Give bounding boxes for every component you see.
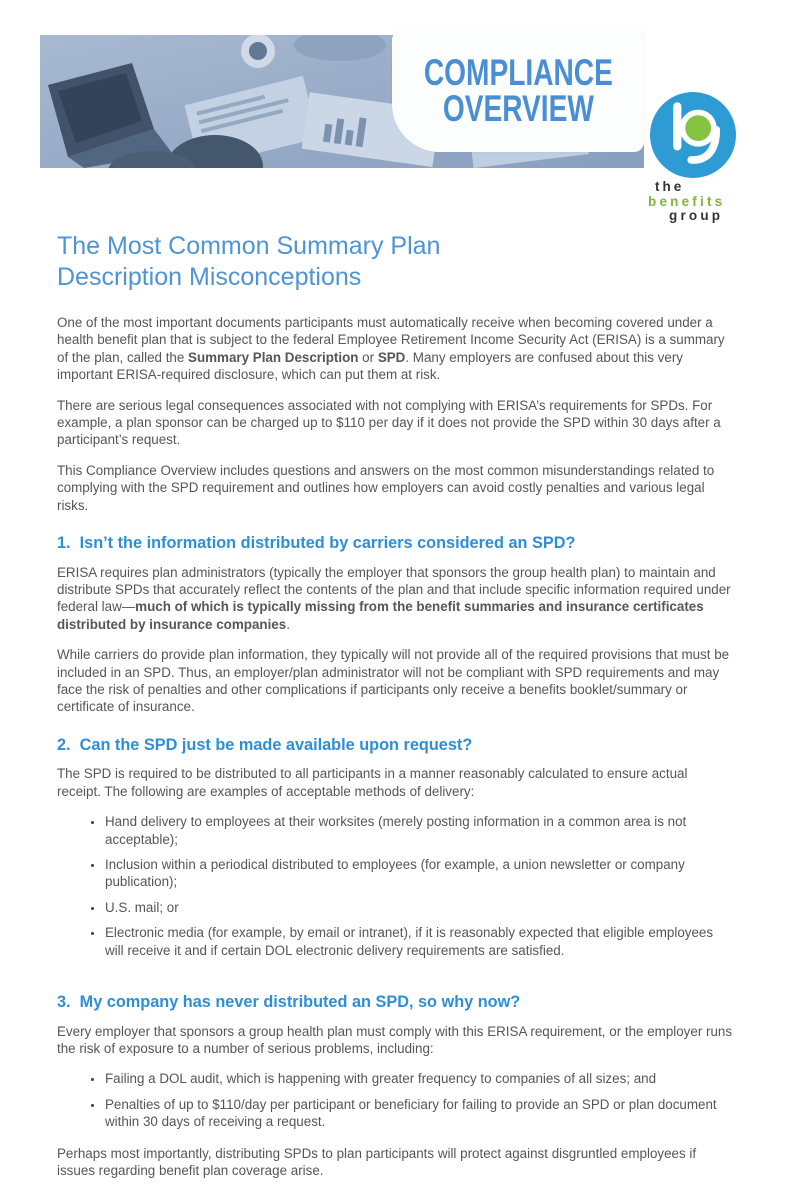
bg-logo-icon xyxy=(650,92,736,178)
paragraph: This Compliance Overview includes questions and answers on the most common misunderstandings related to complying with the SPD requirement and outlines how employers can avoid costly penalties and various legal risks. xyxy=(57,462,715,513)
page-title-line-2: Description Misconceptions xyxy=(57,263,362,291)
paragraph: Every employer that sponsors a group health plan must comply with this ERISA requirement, or the employer runs the risk of exposure to a number of serious problems, including: xyxy=(57,1023,733,1057)
logo-word-group: group xyxy=(669,208,724,223)
paragraph: Perhaps most importantly, distributing SPDs to plan participants will protect against disgruntled employees if issues regarding benefit plan coverage arise. xyxy=(57,1145,697,1179)
section-heading: 2. Can the SPD just be made available upon request? xyxy=(57,735,473,754)
page-title xyxy=(57,231,733,293)
list-item: • Failing a DOL audit, which is happening with greater frequency to companies of all sizes; and xyxy=(104,1070,733,1087)
list-item: • Penalties of up to $110/day per participant or beneficiary for failing to provide an SPD or plan document within 30 days of receiving a request. xyxy=(104,1096,733,1131)
list-item: • Hand delivery to employees at their worksites (merely posting information in a common area is not acceptable); xyxy=(104,813,733,848)
paragraph: The SPD is required to be distributed to all participants in a manner reasonably calculated to ensure actual receipt. The following are examples of acceptable methods of delivery: xyxy=(57,766,688,799)
list-item: • Electronic media (for example, by email or intranet), if it is reasonably expected that eligible employees will receive it and if certain DOL electronic delivery requirements are satisfied. xyxy=(104,924,733,959)
paragraph: ERISA requires plan administrators (typically the employer that sponsors the group health plan) to maintain and distribute SPDs that accurately reflect the contents of the plan and that include specific information required under federal law—much of which is typically missing from the benefit summaries and insurance certificates distributed by insurance companies. xyxy=(57,564,731,632)
paragraph: One of the most important documents participants must automatically receive when becoming covered under a health benefit plan that is subject to the federal Employee Retirement Income Security Act (ERISA) is a summary of the plan, called the Summary Plan Description or SPD. Many employers are confused about this very important ERISA-required disclosure, which can put them at risk. xyxy=(57,315,725,383)
header-banner xyxy=(40,35,644,168)
section-heading: 1. Isn’t the information distributed by carriers considered an SPD? xyxy=(57,534,576,553)
document xyxy=(57,231,733,1192)
bullet-list xyxy=(57,1070,733,1130)
section-heading: 3. My company has never distributed an SPD, so why now? xyxy=(57,993,521,1012)
logo-word-benefits: benefits xyxy=(648,193,726,209)
badge-line-1: COMPLIANCE xyxy=(423,51,613,93)
paragraph: There are serious legal consequences associated with not complying with ERISA’s requirements for SPDs. For example, a plan sponsor can be charged up to $110 per day if it does not provide the SPD within 30 days after a participant’s request. xyxy=(57,397,721,448)
logo-wordmark xyxy=(648,180,754,223)
badge-line-2: OVERVIEW xyxy=(442,88,594,129)
bullet-list xyxy=(57,813,733,959)
document-body xyxy=(57,314,733,1179)
logo-word-the: the xyxy=(655,179,685,194)
paragraph: While carriers do provide plan information, they typically will not provide all of the required provisions that must be included in an SPD. Thus, an employer/plan administrator will not be compliant with SPD requirements and may face the risk of penalties and other complications if participants only receive a benefits booklet/summary or certificate of insurance. xyxy=(57,647,730,715)
page-title-line-1: The Most Common Summary Plan xyxy=(57,232,441,260)
list-item: • Inclusion within a periodical distributed to employees (for example, a union newsletter or company publication); xyxy=(104,856,733,891)
benefits-group-logo xyxy=(648,92,754,223)
list-item: • U.S. mail; or xyxy=(104,899,733,916)
compliance-overview-badge xyxy=(392,30,644,152)
